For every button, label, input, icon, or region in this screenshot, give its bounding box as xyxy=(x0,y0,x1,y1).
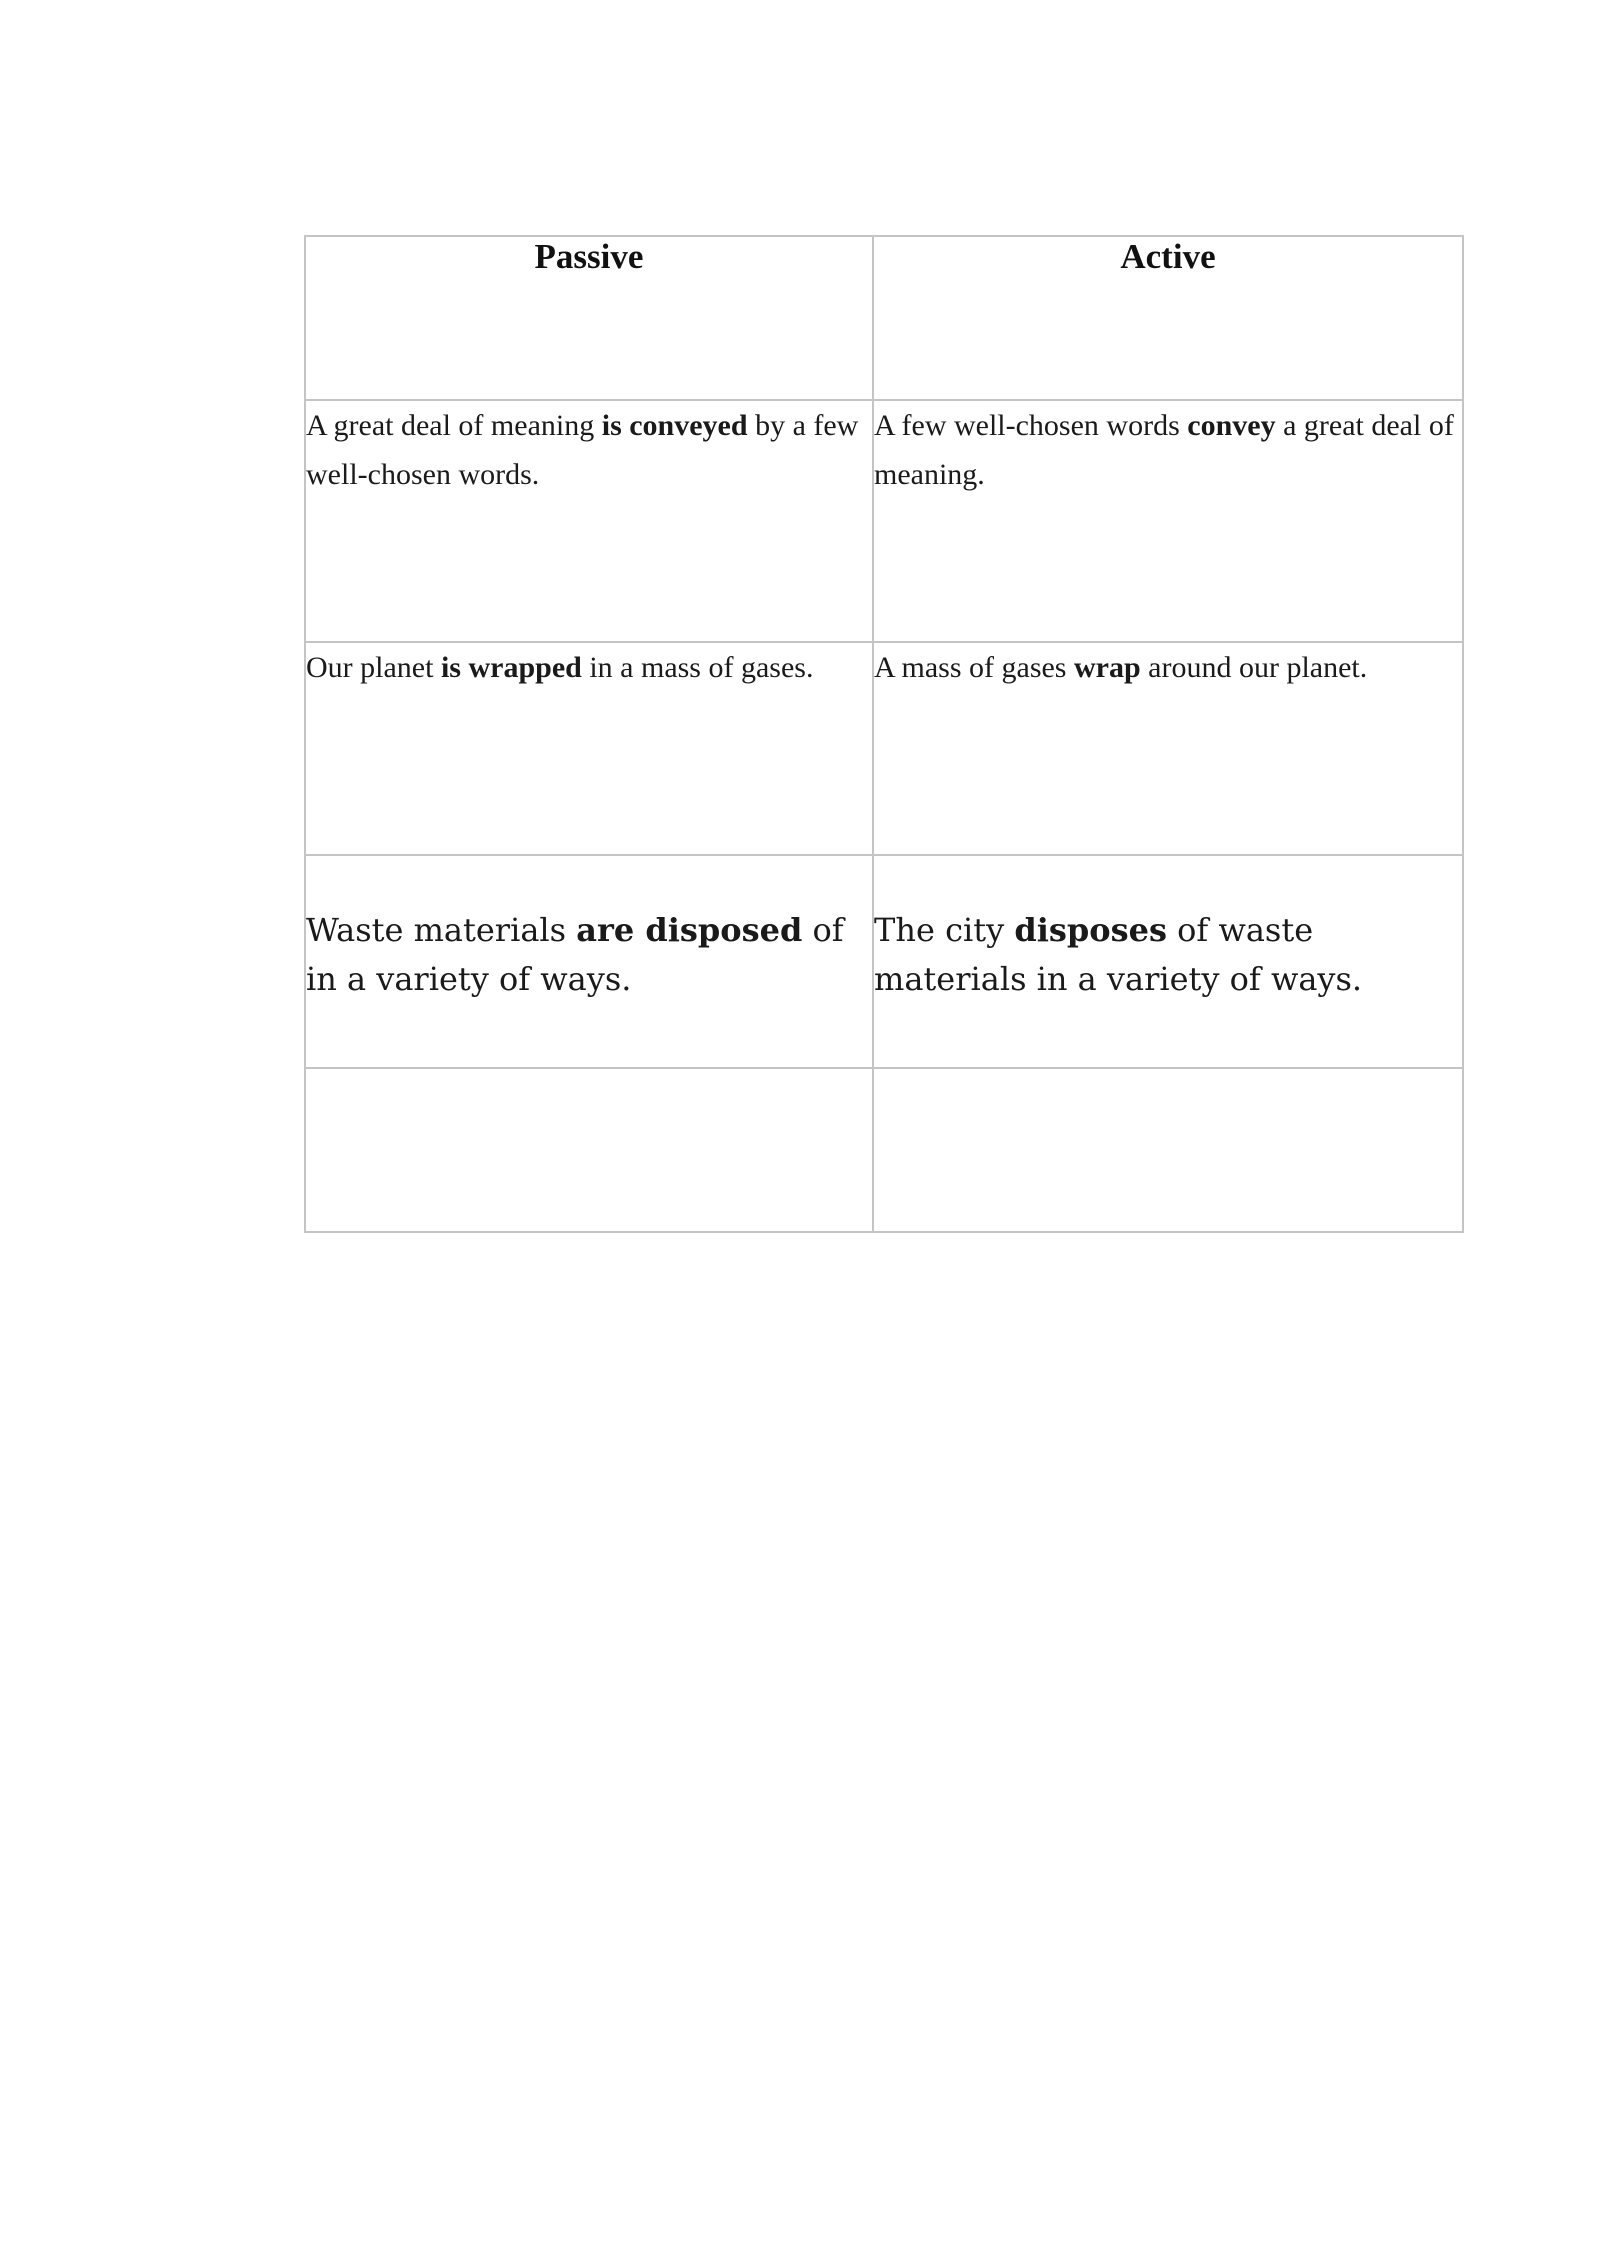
sentence-text: Waste materials xyxy=(306,911,577,949)
verb-highlight: are disposed xyxy=(576,911,803,949)
table-row xyxy=(305,642,1463,855)
sentence-text: A great deal of meaning xyxy=(306,409,602,442)
passive-active-table xyxy=(304,235,1464,1233)
sentence-text: by a few well-chosen words. xyxy=(306,409,859,491)
verb-highlight: is wrapped xyxy=(440,651,582,684)
sentence-text: in a mass of gases. xyxy=(581,651,814,684)
passive-sentence-cell xyxy=(305,1068,873,1232)
sentence-text: of waste materials in a variety of ways. xyxy=(874,911,1363,998)
sentence-text: around our planet. xyxy=(1140,651,1368,684)
passive-sentence-cell xyxy=(305,855,873,1068)
sentence-text: of in a variety of ways. xyxy=(306,911,844,998)
sentence-text: A few well-chosen words xyxy=(874,409,1188,442)
header-active: Active xyxy=(873,236,1463,400)
table-header-row xyxy=(305,236,1463,400)
table-row xyxy=(305,855,1463,1068)
table-row xyxy=(305,400,1463,642)
table-row-empty xyxy=(305,1068,1463,1232)
verb-highlight: is conveyed xyxy=(601,409,748,442)
verb-highlight: wrap xyxy=(1073,651,1141,684)
active-sentence-cell xyxy=(873,642,1463,855)
passive-sentence-cell xyxy=(305,400,873,642)
verb-highlight: disposes xyxy=(1014,911,1167,949)
active-sentence-cell xyxy=(873,400,1463,642)
sentence-text: A mass of gases xyxy=(874,651,1074,684)
sentence-text: Our planet xyxy=(306,651,441,684)
active-sentence-cell xyxy=(873,1068,1463,1232)
header-passive: Passive xyxy=(305,236,873,400)
sentence-text: The city xyxy=(874,911,1015,949)
verb-highlight: convey xyxy=(1187,409,1276,442)
active-sentence-cell xyxy=(873,855,1463,1068)
sentence-text: a great deal of meaning. xyxy=(874,409,1454,491)
passive-sentence-cell xyxy=(305,642,873,855)
